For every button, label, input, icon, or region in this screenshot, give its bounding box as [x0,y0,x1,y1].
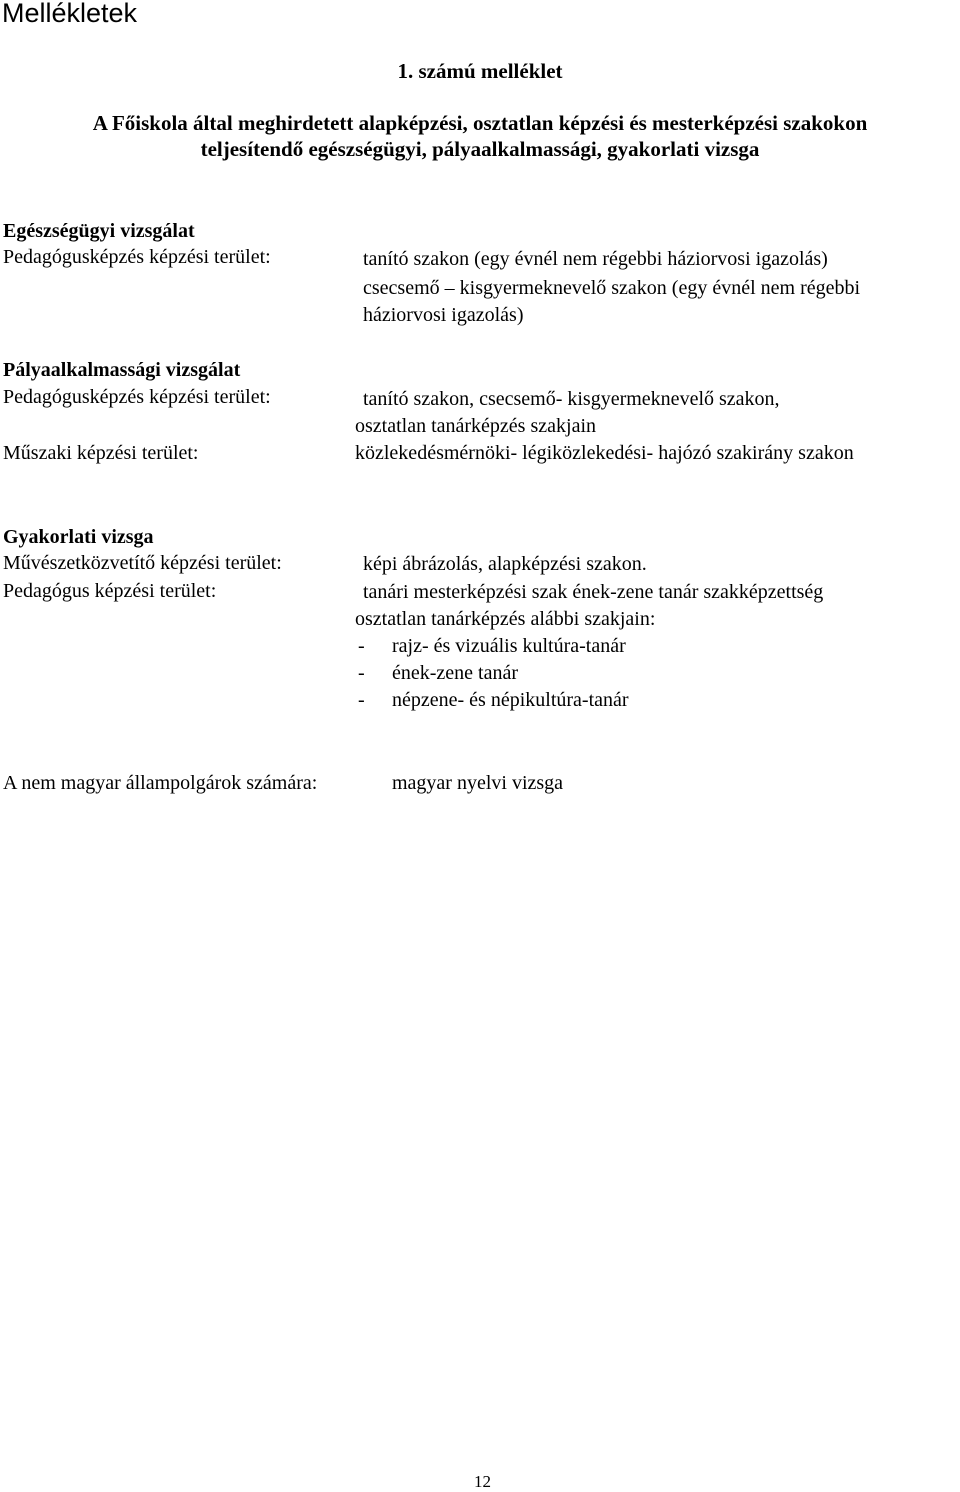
aptitude-value-1-line-2: osztatlan tanárképzés szakjain [355,415,596,437]
practical-value-1: képi ábrázolás, alapképzési szakon. [363,553,647,575]
aptitude-value-1-line-1: tanító szakon, csecsemő- kisgyermeknevelő szakon, [363,388,780,410]
health-line-3: háziorvosi igazolás) [363,304,524,326]
aptitude-heading: Pályaalkalmassági vizsgálat [3,359,241,381]
practical-label-2: Pedagógus képzési terület: [3,580,217,602]
page-title: Mellékletek [2,0,138,28]
annex-number-title: 1. számú melléklet [397,59,563,83]
list-marker: - [358,662,365,684]
health-label: Pedagógusképzés képzési terület: [3,246,271,268]
health-line-2: csecsemő – kisgyermeknevelő szakon (egy évnél nem régebbi [363,277,861,299]
practical-value-2-line-2: osztatlan tanárképzés alábbi szakjain: [355,608,656,630]
list-item-3: népzene- és népikultúra-tanár [392,689,629,711]
page-number: 12 [474,1472,491,1491]
practical-heading: Gyakorlati vizsga [3,526,154,548]
list-marker: - [358,689,365,711]
practical-label-1: Művészetközvetítő képzési terület: [3,552,282,574]
annex-heading-line1: A Főiskola által meghirdetett alapképzési, osztatlan képzési és mesterképzési szakokon [92,111,868,135]
annex-heading-line2: teljesítendő egészségügyi, pályaalkalmassági, gyakorlati vizsga [200,137,760,161]
health-line-1: tanító szakon (egy évnél nem régebbi háziorvosi igazolás) [363,248,828,270]
list-item-1: rajz- és vizuális kultúra-tanár [392,635,626,657]
health-heading: Egészségügyi vizsgálat [3,220,195,242]
practical-value-2-line-1: tanári mesterképzési szak ének-zene tanár szakképzettség [363,581,824,603]
language-value: magyar nyelvi vizsga [392,772,564,794]
language-label: A nem magyar állampolgárok számára: [3,772,318,794]
aptitude-label-2: Műszaki képzési terület: [3,442,199,464]
aptitude-value-2: közlekedésmérnöki- légiközlekedési- hajózó szakirány szakon [355,442,854,464]
aptitude-label-1: Pedagógusképzés képzési terület: [3,386,271,408]
list-item-2: ének-zene tanár [392,662,519,684]
list-marker: - [358,635,365,657]
